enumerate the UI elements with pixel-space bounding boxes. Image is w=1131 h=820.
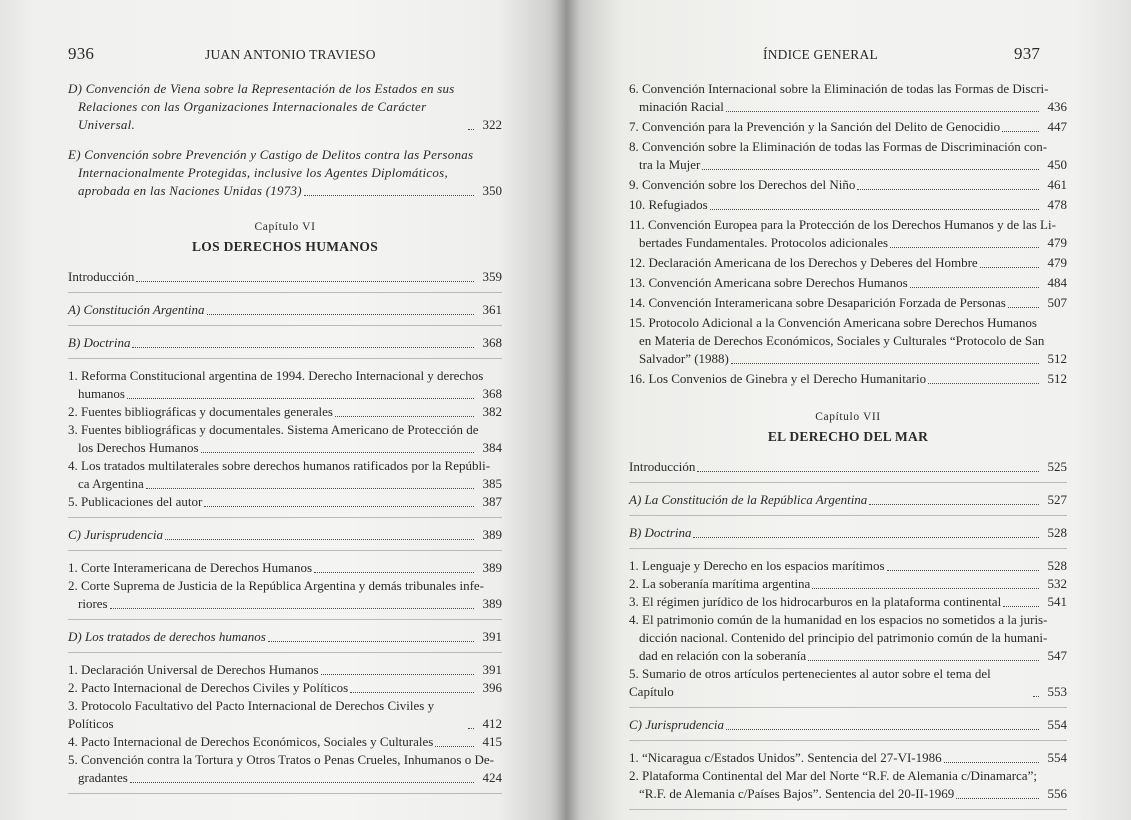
right-page bbox=[566, 0, 1131, 820]
page-ref: 553 bbox=[1047, 684, 1067, 699]
toc-line-with-page bbox=[68, 334, 502, 352]
toc-line-with-page bbox=[629, 370, 1067, 388]
section-divider bbox=[68, 358, 502, 359]
entry-text: C) Jurisprudencia bbox=[68, 527, 163, 542]
toc-line bbox=[629, 629, 1067, 647]
entry-text: 1. Reforma Constitucional argentina de 1994. Derecho Internacional y derechos bbox=[68, 368, 484, 383]
toc-line bbox=[68, 146, 502, 164]
dot-leader bbox=[697, 471, 1039, 472]
page-ref: 528 bbox=[1047, 525, 1067, 540]
toc-entry bbox=[629, 767, 1067, 803]
toc-line-with-page bbox=[68, 98, 502, 134]
chapter-heading bbox=[68, 218, 502, 256]
page-ref: 479 bbox=[1047, 235, 1067, 250]
dot-leader bbox=[726, 729, 1039, 730]
toc-entry bbox=[68, 367, 502, 403]
entry-text: Introducción bbox=[68, 269, 135, 284]
entry-text: 10. Refugiados bbox=[629, 197, 708, 212]
page-ref: 389 bbox=[482, 596, 502, 611]
toc-line-with-page bbox=[629, 458, 1067, 476]
entry-text: 14. Convención Interamericana sobre Desaparición Forzada de Personas bbox=[629, 295, 1006, 310]
entry-text: dicción nacional. Contenido del principio del patrimonio común de la humani- bbox=[639, 630, 1048, 645]
page-ref: 350 bbox=[482, 183, 502, 198]
entry-text: E) Convención sobre Prevención y Castigo de Delitos contra las Personas bbox=[68, 147, 474, 162]
section-divider bbox=[629, 740, 1067, 741]
entry-text: Salvador” (1988) bbox=[639, 351, 729, 366]
page-ref: 396 bbox=[482, 680, 502, 695]
dot-leader bbox=[321, 674, 474, 675]
entry-text: en Materia de Derechos Económicos, Sociales y Culturales “Protocolo de San bbox=[639, 333, 1045, 348]
page-ref: 484 bbox=[1047, 275, 1067, 290]
entry-text: “R.F. de Alemania c/Países Bajos”. Sentencia del 20-II-1969 bbox=[639, 786, 955, 801]
entry-text: aprobada en las Naciones Unidas (1973) bbox=[78, 183, 302, 198]
entry-text: 6. Convención Internacional sobre la Eliminación de todas las Formas de Discri- bbox=[629, 81, 1049, 96]
entry-text: 12. Declaración Americana de los Derechos y Deberes del Hombre bbox=[629, 255, 978, 270]
dot-leader bbox=[314, 572, 474, 573]
dot-leader bbox=[435, 746, 474, 747]
entry-text: 4. El patrimonio común de la humanidad en los espacios no sometidos a la juris- bbox=[629, 612, 1048, 627]
toc-line-with-page bbox=[68, 595, 502, 613]
toc-entry bbox=[629, 216, 1067, 252]
entry-text: 2. Fuentes bibliográficas y documentales generales bbox=[68, 404, 333, 419]
section-divider bbox=[629, 482, 1067, 483]
dot-leader bbox=[110, 608, 474, 609]
dot-leader bbox=[207, 314, 475, 315]
dot-leader bbox=[808, 660, 1039, 661]
page-ref: 528 bbox=[1047, 558, 1067, 573]
entry-text: 16. Los Convenios de Ginebra y el Derecho Humanitario bbox=[629, 371, 927, 386]
section-divider bbox=[629, 515, 1067, 516]
dot-leader bbox=[731, 363, 1039, 364]
dot-leader bbox=[890, 247, 1039, 248]
dot-leader bbox=[201, 452, 474, 453]
page-ref: 415 bbox=[482, 734, 502, 749]
page-ref: 532 bbox=[1047, 576, 1067, 591]
dot-leader bbox=[130, 782, 474, 783]
toc-line-with-page bbox=[68, 301, 502, 319]
toc-entry bbox=[629, 118, 1067, 136]
toc-entry bbox=[68, 457, 502, 493]
page-ref: 507 bbox=[1047, 295, 1067, 310]
toc-entry bbox=[629, 314, 1067, 368]
entry-text: B) Doctrina bbox=[68, 335, 131, 350]
spacer bbox=[68, 134, 502, 146]
dot-leader bbox=[702, 169, 1039, 170]
toc-entry bbox=[629, 593, 1067, 611]
page-ref: 359 bbox=[482, 269, 502, 284]
toc-line-with-page bbox=[629, 785, 1067, 803]
dot-leader bbox=[956, 798, 1039, 799]
entry-text: 2. Corte Suprema de Justicia de la República Argentina y demás tribunales infe- bbox=[68, 578, 485, 593]
section-heading bbox=[68, 628, 502, 646]
toc-entry-introduction bbox=[629, 458, 1067, 476]
spacer bbox=[68, 200, 502, 212]
section-heading bbox=[629, 716, 1067, 734]
entry-text: A) La Constitución de la República Argentina bbox=[629, 492, 868, 507]
toc-line bbox=[629, 314, 1067, 332]
dot-leader bbox=[910, 287, 1039, 288]
toc-line-with-page bbox=[629, 557, 1067, 575]
page-ref: 525 bbox=[1047, 459, 1067, 474]
dot-leader bbox=[980, 267, 1039, 268]
page-ref: 385 bbox=[482, 476, 502, 491]
entry-text: C) Jurisprudencia bbox=[629, 717, 724, 732]
chapter-heading bbox=[629, 408, 1067, 446]
toc-entry bbox=[629, 274, 1067, 292]
section-heading bbox=[68, 334, 502, 352]
left-running-head: JUAN ANTONIO TRAVIESO bbox=[205, 47, 376, 62]
section-divider bbox=[629, 548, 1067, 549]
dot-leader bbox=[869, 504, 1039, 505]
page-ref: 361 bbox=[482, 302, 502, 317]
toc-line-with-page bbox=[629, 575, 1067, 593]
dot-leader bbox=[1033, 696, 1039, 697]
toc-entry bbox=[68, 559, 502, 577]
section-divider bbox=[629, 809, 1067, 810]
page-ref: 382 bbox=[482, 404, 502, 419]
entry-text: 9. Convención sobre los Derechos del Niño bbox=[629, 177, 856, 192]
dot-leader bbox=[812, 588, 1039, 589]
page-ref: 512 bbox=[1047, 351, 1067, 366]
page-ref: 554 bbox=[1047, 717, 1067, 732]
spacer bbox=[629, 446, 1067, 458]
page-ref: 512 bbox=[1047, 371, 1067, 386]
toc-line bbox=[68, 421, 502, 439]
page-ref: 384 bbox=[482, 440, 502, 455]
toc-line-with-page bbox=[629, 234, 1067, 252]
page-ref: 447 bbox=[1047, 119, 1067, 134]
toc-entry bbox=[68, 733, 502, 751]
chapter-label: Capítulo VII bbox=[815, 411, 881, 423]
page-ref: 479 bbox=[1047, 255, 1067, 270]
dot-leader bbox=[726, 111, 1039, 112]
toc-line bbox=[629, 332, 1067, 350]
entry-text: Introducción bbox=[629, 459, 696, 474]
toc-line-with-page bbox=[68, 403, 502, 421]
entry-text: Relaciones con las Organizaciones Internacionales de Carácter Universal. bbox=[78, 99, 427, 132]
right-toc bbox=[629, 80, 1067, 818]
section-heading bbox=[68, 526, 502, 544]
toc-entry bbox=[68, 493, 502, 511]
dot-leader bbox=[1002, 131, 1039, 132]
entry-text: B) Doctrina bbox=[629, 525, 692, 540]
toc-entry bbox=[68, 421, 502, 457]
section-divider bbox=[68, 619, 502, 620]
entry-text: humanos bbox=[78, 386, 125, 401]
dot-leader bbox=[132, 347, 474, 348]
page-ref: 368 bbox=[482, 335, 502, 350]
entry-text: dad en relación con la soberanía bbox=[639, 648, 807, 663]
dot-leader bbox=[693, 537, 1039, 538]
toc-line-with-page bbox=[629, 350, 1067, 368]
dot-leader bbox=[136, 281, 474, 282]
entry-text: 1. “Nicaragua c/Estados Unidos”. Sentencia del 27-VI-1986 bbox=[629, 750, 942, 765]
toc-entry bbox=[629, 138, 1067, 174]
entry-text: D) Convención de Viena sobre la Representación de los Estados en sus bbox=[68, 81, 455, 96]
entry-text: bertades Fundamentales. Protocolos adicionales bbox=[639, 235, 889, 250]
spacer bbox=[629, 390, 1067, 402]
toc-line-with-page bbox=[629, 749, 1067, 767]
toc-line-with-page bbox=[68, 268, 502, 286]
toc-entry bbox=[629, 557, 1067, 575]
toc-line bbox=[68, 80, 502, 98]
toc-entry bbox=[629, 749, 1067, 767]
entry-text: 2. Pacto Internacional de Derechos Civiles y Políticos bbox=[68, 680, 349, 695]
toc-line-with-page bbox=[629, 593, 1067, 611]
page-ref: 424 bbox=[482, 770, 502, 785]
entry-text: 3. Protocolo Facultativo del Pacto Internacional de Derechos Civiles y Políticos bbox=[68, 698, 435, 731]
entry-text: 2. La soberanía marítima argentina bbox=[629, 576, 811, 591]
section-divider bbox=[629, 707, 1067, 708]
dot-leader bbox=[928, 383, 1039, 384]
page-ref: 391 bbox=[482, 629, 502, 644]
toc-line-with-page bbox=[68, 526, 502, 544]
entry-text: los Derechos Humanos bbox=[78, 440, 199, 455]
entry-text: 5. Publicaciones del autor bbox=[68, 494, 203, 509]
toc-entry bbox=[629, 254, 1067, 272]
dot-leader bbox=[146, 488, 474, 489]
section-divider bbox=[68, 517, 502, 518]
page-ref: 450 bbox=[1047, 157, 1067, 172]
page-ref: 436 bbox=[1047, 99, 1067, 114]
section-divider bbox=[68, 652, 502, 653]
dot-leader bbox=[304, 195, 474, 196]
entry-text: ca Argentina bbox=[78, 476, 144, 491]
section-divider bbox=[68, 292, 502, 293]
toc-line bbox=[629, 611, 1067, 629]
chapter-title: EL DERECHO DEL MAR bbox=[767, 429, 929, 444]
toc-entry-introduction bbox=[68, 268, 502, 286]
section-divider bbox=[68, 793, 502, 794]
toc-line-with-page bbox=[629, 274, 1067, 292]
toc-line bbox=[68, 367, 502, 385]
toc-line-with-page bbox=[629, 665, 1067, 701]
toc-line-with-page bbox=[629, 98, 1067, 116]
toc-entry bbox=[629, 370, 1067, 388]
page-ref: 322 bbox=[482, 117, 502, 132]
toc-line bbox=[629, 216, 1067, 234]
page-ref: 478 bbox=[1047, 197, 1067, 212]
page-ref: 368 bbox=[482, 386, 502, 401]
toc-line-with-page bbox=[629, 647, 1067, 665]
entry-text: 3. El régimen jurídico de los hidrocarburos en la plataforma continental bbox=[629, 594, 1002, 609]
toc-line-with-page bbox=[629, 156, 1067, 174]
spacer bbox=[68, 256, 502, 268]
toc-entry bbox=[68, 661, 502, 679]
entry-text: D) Los tratados de derechos humanos bbox=[68, 629, 266, 644]
toc-entry bbox=[629, 196, 1067, 214]
toc-entry bbox=[629, 80, 1067, 116]
entry-text: 8. Convención sobre la Eliminación de todas las Formas de Discriminación con- bbox=[629, 139, 1048, 154]
section-divider bbox=[68, 550, 502, 551]
entry-text: minación Racial bbox=[639, 99, 724, 114]
entry-text: riores bbox=[78, 596, 108, 611]
toc-entry bbox=[68, 80, 502, 134]
chapter-label: Capítulo VI bbox=[254, 221, 316, 233]
page-ref: 556 bbox=[1047, 786, 1067, 801]
toc-line bbox=[629, 767, 1067, 785]
page-ref: 554 bbox=[1047, 750, 1067, 765]
entry-text: 1. Declaración Universal de Derechos Humanos bbox=[68, 662, 319, 677]
toc-line bbox=[68, 457, 502, 475]
dot-leader bbox=[335, 416, 474, 417]
dot-leader bbox=[268, 641, 474, 642]
toc-line-with-page bbox=[68, 439, 502, 457]
entry-text: 7. Convención para la Prevención y la Sanción del Delito de Genocidio bbox=[629, 119, 1001, 134]
toc-entry bbox=[68, 577, 502, 613]
toc-entry bbox=[629, 665, 1067, 701]
entry-text: 5. Convención contra la Tortura y Otros Tratos o Penas Crueles, Inhumanos o De- bbox=[68, 752, 494, 767]
page-ref: 527 bbox=[1047, 492, 1067, 507]
dot-leader bbox=[350, 692, 474, 693]
toc-entry bbox=[629, 294, 1067, 312]
toc-line-with-page bbox=[68, 733, 502, 751]
left-toc bbox=[68, 80, 502, 802]
toc-line-with-page bbox=[629, 196, 1067, 214]
entry-text: 4. Los tratados multilaterales sobre derechos humanos ratificados por la Repúbli- bbox=[68, 458, 491, 473]
dot-leader bbox=[204, 506, 474, 507]
entry-text: 15. Protocolo Adicional a la Convención Americana sobre Derechos Humanos bbox=[629, 315, 1037, 330]
page-ref: 391 bbox=[482, 662, 502, 677]
toc-line-with-page bbox=[629, 176, 1067, 194]
dot-leader bbox=[468, 728, 474, 729]
page-ref: 461 bbox=[1047, 177, 1067, 192]
dot-leader bbox=[857, 189, 1039, 190]
toc-line-with-page bbox=[68, 493, 502, 511]
dot-leader bbox=[1003, 606, 1039, 607]
entry-text: 3. Fuentes bibliográficas y documentales. Sistema Americano de Protección de bbox=[68, 422, 479, 437]
toc-line-with-page bbox=[629, 716, 1067, 734]
dot-leader bbox=[468, 129, 474, 130]
toc-line bbox=[629, 80, 1067, 98]
toc-entry bbox=[68, 697, 502, 733]
toc-line bbox=[629, 138, 1067, 156]
entry-text: 13. Convención Americana sobre Derechos Humanos bbox=[629, 275, 908, 290]
right-running-head: ÍNDICE GENERAL bbox=[763, 47, 878, 62]
entry-text: 2. Plataforma Continental del Mar del Norte “R.F. de Alemania c/Dinamarca”; bbox=[629, 768, 1037, 783]
entry-text: 1. Lenguaje y Derecho en los espacios marítimos bbox=[629, 558, 885, 573]
entry-text: 5. Sumario de otros artículos pertenecientes al autor sobre el tema del Capítulo bbox=[629, 666, 991, 699]
toc-entry bbox=[629, 611, 1067, 665]
dot-leader bbox=[127, 398, 474, 399]
dot-leader bbox=[887, 570, 1039, 571]
toc-line bbox=[68, 751, 502, 769]
toc-line-with-page bbox=[68, 182, 502, 200]
toc-line-with-page bbox=[629, 524, 1067, 542]
page-ref: 387 bbox=[482, 494, 502, 509]
chapter-title: LOS DERECHOS HUMANOS bbox=[191, 239, 379, 254]
toc-line-with-page bbox=[68, 385, 502, 403]
entry-text: gradantes bbox=[78, 770, 128, 785]
toc-line-with-page bbox=[68, 679, 502, 697]
page-ref: 412 bbox=[482, 716, 502, 731]
entry-text: 4. Pacto Internacional de Derechos Económicos, Sociales y Culturales bbox=[68, 734, 434, 749]
entry-text: tra la Mujer bbox=[639, 157, 701, 172]
toc-entry bbox=[629, 176, 1067, 194]
toc-entry bbox=[68, 679, 502, 697]
dot-leader bbox=[165, 539, 474, 540]
section-heading bbox=[629, 491, 1067, 509]
page-ref: 547 bbox=[1047, 648, 1067, 663]
toc-line-with-page bbox=[68, 661, 502, 679]
toc-line bbox=[68, 164, 502, 182]
toc-entry bbox=[68, 403, 502, 421]
page-ref: 389 bbox=[482, 527, 502, 542]
right-page-number: 937 bbox=[1014, 44, 1041, 63]
toc-line-with-page bbox=[68, 628, 502, 646]
page-ref: 389 bbox=[482, 560, 502, 575]
toc-entry bbox=[629, 575, 1067, 593]
toc-line-with-page bbox=[629, 254, 1067, 272]
page-ref: 541 bbox=[1047, 594, 1067, 609]
entry-text: 11. Convención Europea para la Protección de los Derechos Humanos y de las Li- bbox=[629, 217, 1056, 232]
toc-line-with-page bbox=[629, 118, 1067, 136]
toc-line-with-page bbox=[68, 475, 502, 493]
section-heading bbox=[629, 524, 1067, 542]
toc-entry bbox=[68, 751, 502, 787]
book-gutter bbox=[556, 0, 578, 820]
toc-line-with-page bbox=[629, 294, 1067, 312]
section-heading bbox=[68, 301, 502, 319]
entry-text: 1. Corte Interamericana de Derechos Humanos bbox=[68, 560, 313, 575]
toc-line-with-page bbox=[629, 491, 1067, 509]
toc-line bbox=[68, 577, 502, 595]
section-divider bbox=[68, 325, 502, 326]
entry-text: Internacionalmente Protegidas, inclusive los Agentes Diplomáticos, bbox=[78, 165, 448, 180]
left-page-number: 936 bbox=[68, 44, 95, 63]
toc-line-with-page bbox=[68, 769, 502, 787]
toc-line-with-page bbox=[68, 559, 502, 577]
dot-leader bbox=[710, 209, 1039, 210]
entry-text: A) Constitución Argentina bbox=[68, 302, 205, 317]
dot-leader bbox=[1008, 307, 1039, 308]
toc-entry bbox=[68, 146, 502, 200]
toc-line-with-page bbox=[68, 697, 502, 733]
dot-leader bbox=[944, 762, 1039, 763]
